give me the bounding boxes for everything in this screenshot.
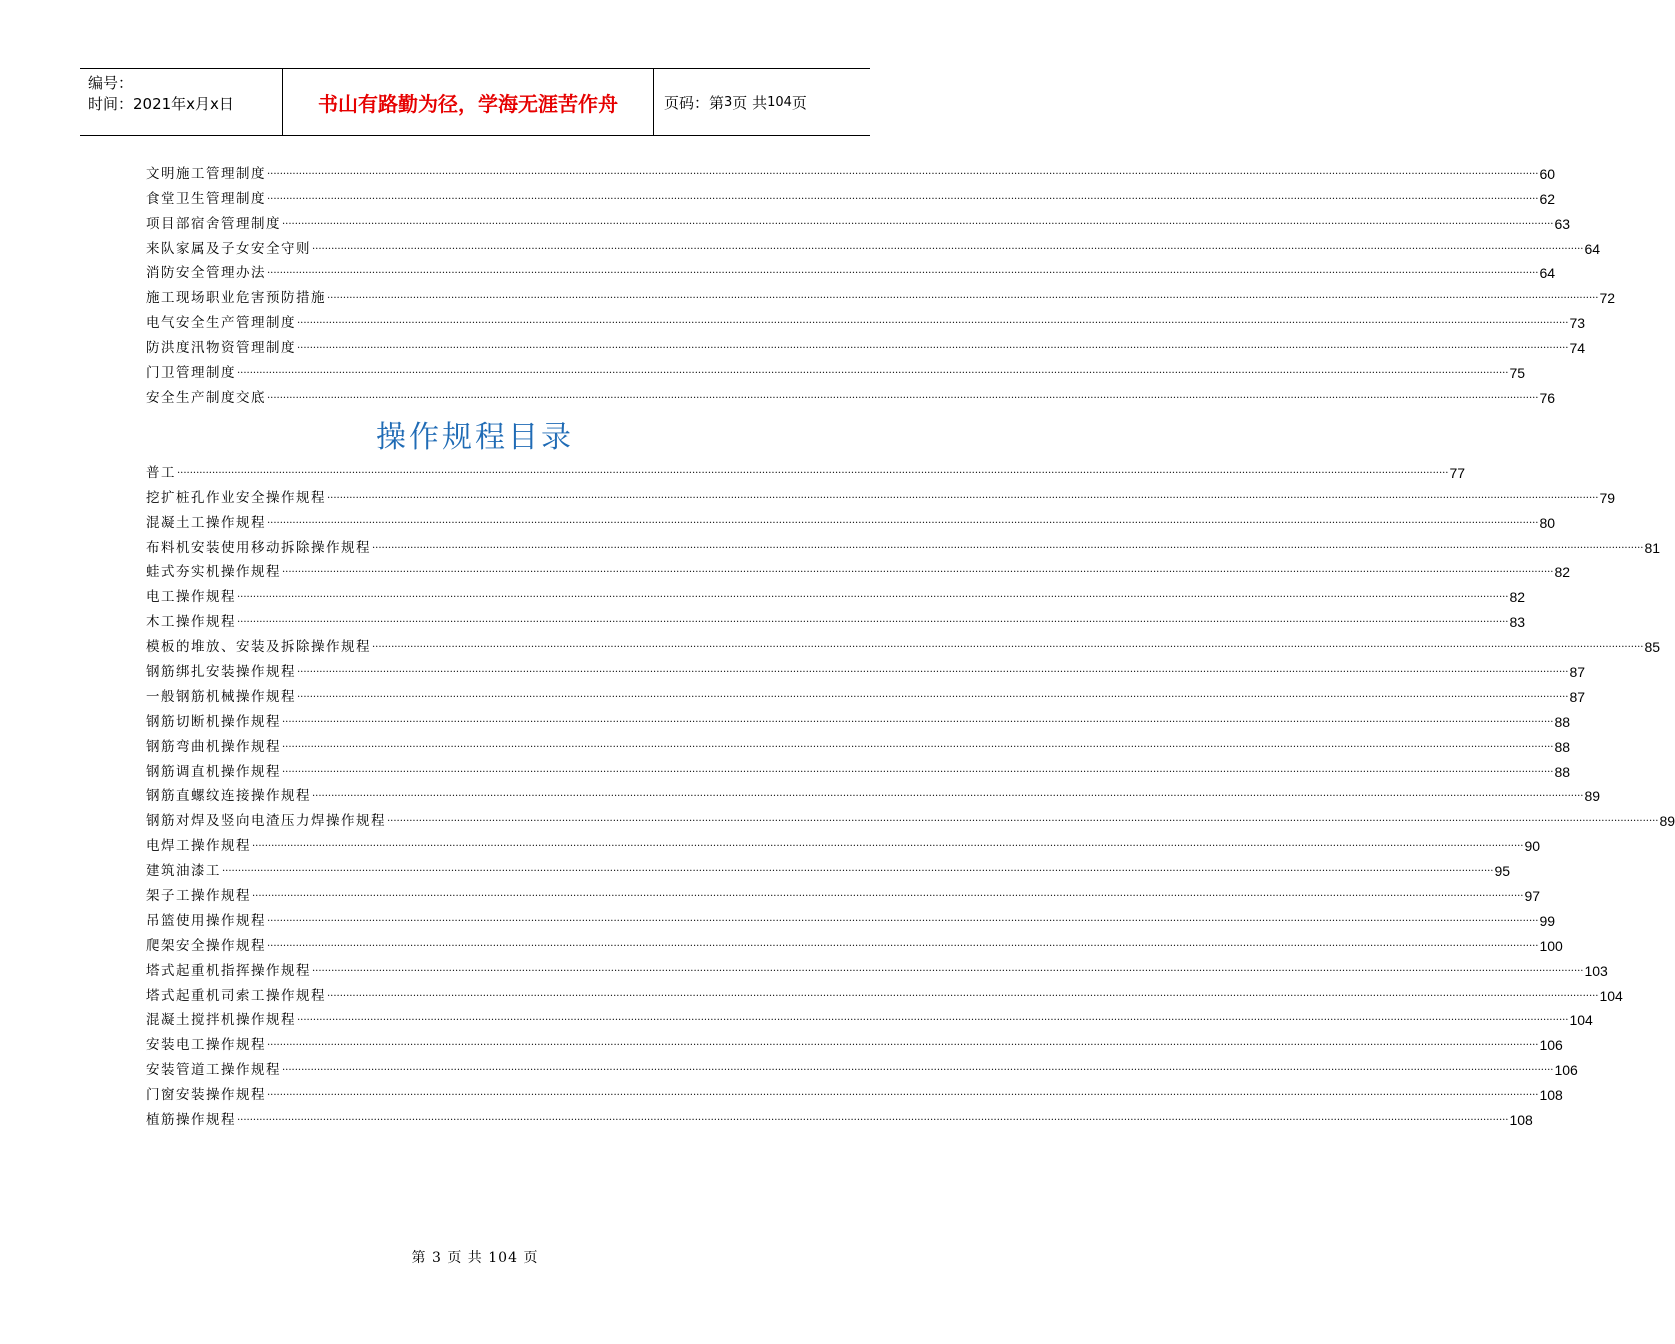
toc-entry-page: 100	[1539, 937, 1563, 954]
toc-entry-page: 88	[1554, 763, 1571, 780]
toc-entry[interactable]	[146, 1004, 1593, 1029]
toc-entry-page: 106	[1539, 1037, 1563, 1054]
toc-entry[interactable]	[146, 232, 1601, 257]
toc-leader-dots: ................................................................................................................................................................................................................................................................................................................................................................................................................	[252, 838, 1524, 850]
toc-leader-dots: ................................................................................................................................................................................................................................................................................................................................................................................................................	[282, 1062, 1554, 1074]
toc-entry-title: 钢筋绑扎安装操作规程	[146, 664, 296, 681]
toc-entry-page: 75	[1509, 365, 1526, 382]
toc-entry[interactable]	[146, 356, 1526, 382]
toc-entry-title: 吊篮使用操作规程	[146, 912, 266, 929]
toc-leader-dots: ................................................................................................................................................................................................................................................................................................................................................................................................................	[267, 389, 1539, 401]
toc-entry-title: 门窗安装操作规程	[146, 1087, 266, 1104]
page-header	[80, 68, 870, 136]
toc-leader-dots: ................................................................................................................................................................................................................................................................................................................................................................................................................	[297, 1012, 1569, 1024]
toc-entry-title: 挖扩桩孔作业安全操作规程	[146, 489, 326, 506]
toc-entry[interactable]	[146, 954, 1608, 979]
toc-entry[interactable]	[146, 879, 1541, 905]
toc-entry-page: 79	[1599, 489, 1616, 506]
toc-leader-dots: ................................................................................................................................................................................................................................................................................................................................................................................................................	[327, 489, 1599, 501]
footer-prefix: 第	[411, 1250, 427, 1266]
toc-leader-dots: ................................................................................................................................................................................................................................................................................................................................................................................................................	[282, 713, 1554, 725]
toc-entry-title: 建筑油漆工	[146, 863, 221, 880]
toc-entry[interactable]	[146, 680, 1586, 705]
toc-leader-dots: ................................................................................................................................................................................................................................................................................................................................................................................................................	[282, 738, 1554, 750]
toc-entry-page: 95	[1494, 863, 1511, 880]
page-footer	[0, 1247, 950, 1267]
toc-entry-page: 88	[1554, 738, 1571, 755]
toc-entry[interactable]	[146, 780, 1601, 805]
document-time: 时间：2021年x月x日	[88, 95, 234, 113]
header-page-indicator	[654, 69, 870, 135]
toc-entry-page: 80	[1539, 514, 1556, 531]
toc-entry-page: 88	[1554, 713, 1571, 730]
toc-entry-page: 64	[1539, 265, 1556, 282]
footer-current-page: 3	[431, 1250, 442, 1266]
toc-leader-dots: ................................................................................................................................................................................................................................................................................................................................................................................................................	[297, 688, 1569, 700]
toc-entry-title: 一般钢筋机械操作规程	[146, 688, 296, 705]
toc-entry-title: 项目部宿舍管理制度	[146, 215, 281, 232]
toc-leader-dots: ................................................................................................................................................................................................................................................................................................................................................................................................................	[267, 514, 1539, 526]
toc-entry-title: 消防安全管理办法	[146, 265, 266, 282]
toc-entry-title: 混凝土搅拌机操作规程	[146, 1012, 296, 1029]
toc-entry-page: 108	[1509, 1112, 1533, 1129]
document-code-label: 编号：	[88, 74, 134, 92]
toc-leader-dots: ................................................................................................................................................................................................................................................................................................................................................................................................................	[267, 165, 1539, 177]
header-page-prefix: 页码：第	[664, 93, 725, 112]
toc-leader-dots: ................................................................................................................................................................................................................................................................................................................................................................................................................	[372, 639, 1644, 651]
toc-entry-page: 85	[1644, 639, 1661, 656]
toc-leader-dots: ................................................................................................................................................................................................................................................................................................................................................................................................................	[237, 1112, 1509, 1124]
toc-entry[interactable]	[146, 157, 1556, 182]
toc-entry-title: 普工	[146, 464, 176, 481]
toc-entry-title: 爬架安全操作规程	[146, 937, 266, 954]
toc-entry-page: 89	[1584, 788, 1601, 805]
toc-leader-dots: ................................................................................................................................................................................................................................................................................................................................................................................................................	[312, 962, 1584, 974]
toc-entry-title: 钢筋弯曲机操作规程	[146, 738, 281, 755]
toc-entry-title: 安装电工操作规程	[146, 1037, 266, 1054]
toc-leader-dots: ................................................................................................................................................................................................................................................................................................................................................................................................................	[297, 315, 1569, 327]
toc-management-rules	[146, 157, 1616, 406]
toc-entry-page: 83	[1509, 614, 1526, 631]
toc-leader-dots: ................................................................................................................................................................................................................................................................................................................................................................................................................	[327, 290, 1599, 302]
toc-leader-dots: ................................................................................................................................................................................................................................................................................................................................................................................................................	[237, 614, 1509, 626]
toc-leader-dots: ................................................................................................................................................................................................................................................................................................................................................................................................................	[387, 813, 1659, 825]
toc-entry[interactable]	[146, 381, 1556, 406]
toc-entry-page: 87	[1569, 664, 1586, 681]
toc-entry-page: 104	[1569, 1012, 1593, 1029]
toc-entry-title: 塔式起重机指挥操作规程	[146, 962, 311, 979]
toc-entry[interactable]	[146, 207, 1571, 232]
toc-leader-dots: ................................................................................................................................................................................................................................................................................................................................................................................................................	[282, 763, 1554, 775]
footer-total-pages: 104	[488, 1250, 518, 1266]
toc-entry-title: 布料机安装使用移动拆除操作规程	[146, 539, 371, 556]
toc-entry-title: 安装管道工操作规程	[146, 1062, 281, 1079]
toc-leader-dots: ................................................................................................................................................................................................................................................................................................................................................................................................................	[327, 987, 1599, 999]
footer-mid: 页 共	[447, 1250, 483, 1266]
footer-suffix: 页	[523, 1250, 539, 1266]
toc-entry-page: 89	[1659, 813, 1675, 830]
toc-entry[interactable]	[146, 755, 1571, 780]
toc-operating-procedures	[146, 456, 1675, 1129]
toc-entry-page: 81	[1644, 539, 1661, 556]
toc-entry[interactable]	[146, 705, 1571, 730]
toc-entry-title: 混凝土工操作规程	[146, 514, 266, 531]
toc-entry[interactable]	[146, 730, 1571, 755]
toc-entry-page: 82	[1554, 564, 1571, 581]
toc-entry[interactable]	[146, 1103, 1533, 1129]
toc-entry[interactable]	[146, 281, 1616, 307]
toc-leader-dots: ................................................................................................................................................................................................................................................................................................................................................................................................................	[372, 539, 1644, 551]
header-page-current: 3	[724, 94, 733, 110]
toc-entry-page: 90	[1524, 838, 1541, 855]
toc-entry-page: 76	[1539, 389, 1556, 406]
toc-entry-page: 82	[1509, 589, 1526, 606]
toc-entry-title: 钢筋直螺纹连接操作规程	[146, 788, 311, 805]
toc-entry-page: 73	[1569, 315, 1586, 332]
toc-entry-page: 62	[1539, 190, 1556, 207]
toc-entry-title: 电气安全生产管理制度	[146, 315, 296, 332]
toc-entry-page: 72	[1599, 290, 1616, 307]
toc-entry-title: 木工操作规程	[146, 614, 236, 631]
toc-leader-dots: ................................................................................................................................................................................................................................................................................................................................................................................................................	[267, 1087, 1539, 1099]
header-page-mid: 页 共	[732, 93, 768, 112]
toc-leader-dots: ................................................................................................................................................................................................................................................................................................................................................................................................................	[267, 912, 1539, 924]
toc-entry[interactable]	[146, 331, 1586, 357]
toc-entry-page: 60	[1539, 165, 1556, 182]
toc-entry[interactable]	[146, 854, 1511, 880]
toc-leader-dots: ................................................................................................................................................................................................................................................................................................................................................................................................................	[267, 1037, 1539, 1049]
toc-entry-title: 文明施工管理制度	[146, 165, 266, 182]
toc-entry-page: 74	[1569, 340, 1586, 357]
toc-entry[interactable]	[146, 306, 1586, 332]
toc-entry-title: 架子工操作规程	[146, 888, 251, 905]
toc-leader-dots: ................................................................................................................................................................................................................................................................................................................................................................................................................	[267, 937, 1539, 949]
toc-entry-title: 来队家属及子女安全守则	[146, 240, 311, 257]
header-motto: 书山有路勤为径，学海无涯苦作舟	[282, 69, 654, 135]
toc-entry[interactable]	[146, 829, 1541, 855]
toc-entry[interactable]	[146, 580, 1526, 606]
toc-entry-page: 103	[1584, 962, 1608, 979]
toc-leader-dots: ................................................................................................................................................................................................................................................................................................................................................................................................................	[282, 215, 1554, 227]
toc-entry-page: 63	[1554, 215, 1571, 232]
toc-entry-title: 钢筋对焊及竖向电渣压力焊操作规程	[146, 813, 386, 830]
toc-entry-page: 97	[1524, 888, 1541, 905]
toc-entry-title: 钢筋调直机操作规程	[146, 763, 281, 780]
toc-leader-dots: ................................................................................................................................................................................................................................................................................................................................................................................................................	[252, 888, 1524, 900]
toc-leader-dots: ................................................................................................................................................................................................................................................................................................................................................................................................................	[297, 664, 1569, 676]
toc-leader-dots: ................................................................................................................................................................................................................................................................................................................................................................................................................	[282, 564, 1554, 576]
toc-entry[interactable]	[146, 979, 1623, 1004]
toc-entry[interactable]	[146, 456, 1466, 481]
toc-entry-page: 108	[1539, 1087, 1563, 1104]
toc-entry-title: 钢筋切断机操作规程	[146, 713, 281, 730]
toc-leader-dots: ................................................................................................................................................................................................................................................................................................................................................................................................................	[237, 365, 1509, 377]
toc-entry-title: 模板的堆放、安装及拆除操作规程	[146, 639, 371, 656]
toc-entry[interactable]	[146, 506, 1556, 531]
toc-entry-title: 电焊工操作规程	[146, 838, 251, 855]
toc-entry-title: 塔式起重机司索工操作规程	[146, 987, 326, 1004]
toc-entry-title: 食堂卫生管理制度	[146, 190, 266, 207]
toc-entry[interactable]	[146, 1078, 1563, 1104]
toc-leader-dots: ................................................................................................................................................................................................................................................................................................................................................................................................................	[237, 589, 1509, 601]
toc-entry-page: 99	[1539, 912, 1556, 929]
toc-entry-page: 64	[1584, 240, 1601, 257]
toc-leader-dots: ................................................................................................................................................................................................................................................................................................................................................................................................................	[267, 265, 1539, 277]
toc-entry-title: 电工操作规程	[146, 589, 236, 606]
toc-leader-dots: ................................................................................................................................................................................................................................................................................................................................................................................................................	[297, 340, 1569, 352]
header-meta	[80, 69, 282, 135]
section-title: 操作规程目录	[376, 420, 574, 455]
toc-entry-page: 87	[1569, 688, 1586, 705]
toc-leader-dots: ................................................................................................................................................................................................................................................................................................................................................................................................................	[312, 788, 1584, 800]
toc-entry[interactable]	[146, 630, 1661, 656]
toc-entry-page: 77	[1449, 464, 1466, 481]
toc-entry[interactable]	[146, 1053, 1578, 1079]
header-page-suffix: 页	[791, 93, 807, 112]
header-page-total: 104	[767, 94, 792, 110]
toc-entry[interactable]	[146, 929, 1563, 954]
toc-entry-page: 106	[1554, 1062, 1578, 1079]
toc-entry-title: 门卫管理制度	[146, 365, 236, 382]
toc-leader-dots: ................................................................................................................................................................................................................................................................................................................................................................................................................	[222, 863, 1494, 875]
toc-entry-title: 施工现场职业危害预防措施	[146, 290, 326, 307]
toc-entry[interactable]	[146, 556, 1571, 581]
toc-entry[interactable]	[146, 531, 1661, 556]
toc-entry[interactable]	[146, 804, 1675, 830]
toc-entry[interactable]	[146, 182, 1556, 207]
toc-entry[interactable]	[146, 655, 1586, 681]
toc-leader-dots: ................................................................................................................................................................................................................................................................................................................................................................................................................	[177, 464, 1449, 476]
toc-entry[interactable]	[146, 1028, 1563, 1054]
toc-entry[interactable]	[146, 481, 1616, 506]
toc-entry-title: 蛙式夯实机操作规程	[146, 564, 281, 581]
toc-entry-page: 104	[1599, 987, 1623, 1004]
toc-entry[interactable]	[146, 257, 1556, 282]
toc-entry-title: 植筋操作规程	[146, 1112, 236, 1129]
toc-entry-title: 安全生产制度交底	[146, 389, 266, 406]
toc-entry[interactable]	[146, 904, 1556, 929]
toc-leader-dots: ................................................................................................................................................................................................................................................................................................................................................................................................................	[267, 190, 1539, 202]
toc-entry[interactable]	[146, 605, 1526, 631]
toc-entry-title: 防洪度汛物资管理制度	[146, 340, 296, 357]
toc-leader-dots: ................................................................................................................................................................................................................................................................................................................................................................................................................	[312, 240, 1584, 252]
